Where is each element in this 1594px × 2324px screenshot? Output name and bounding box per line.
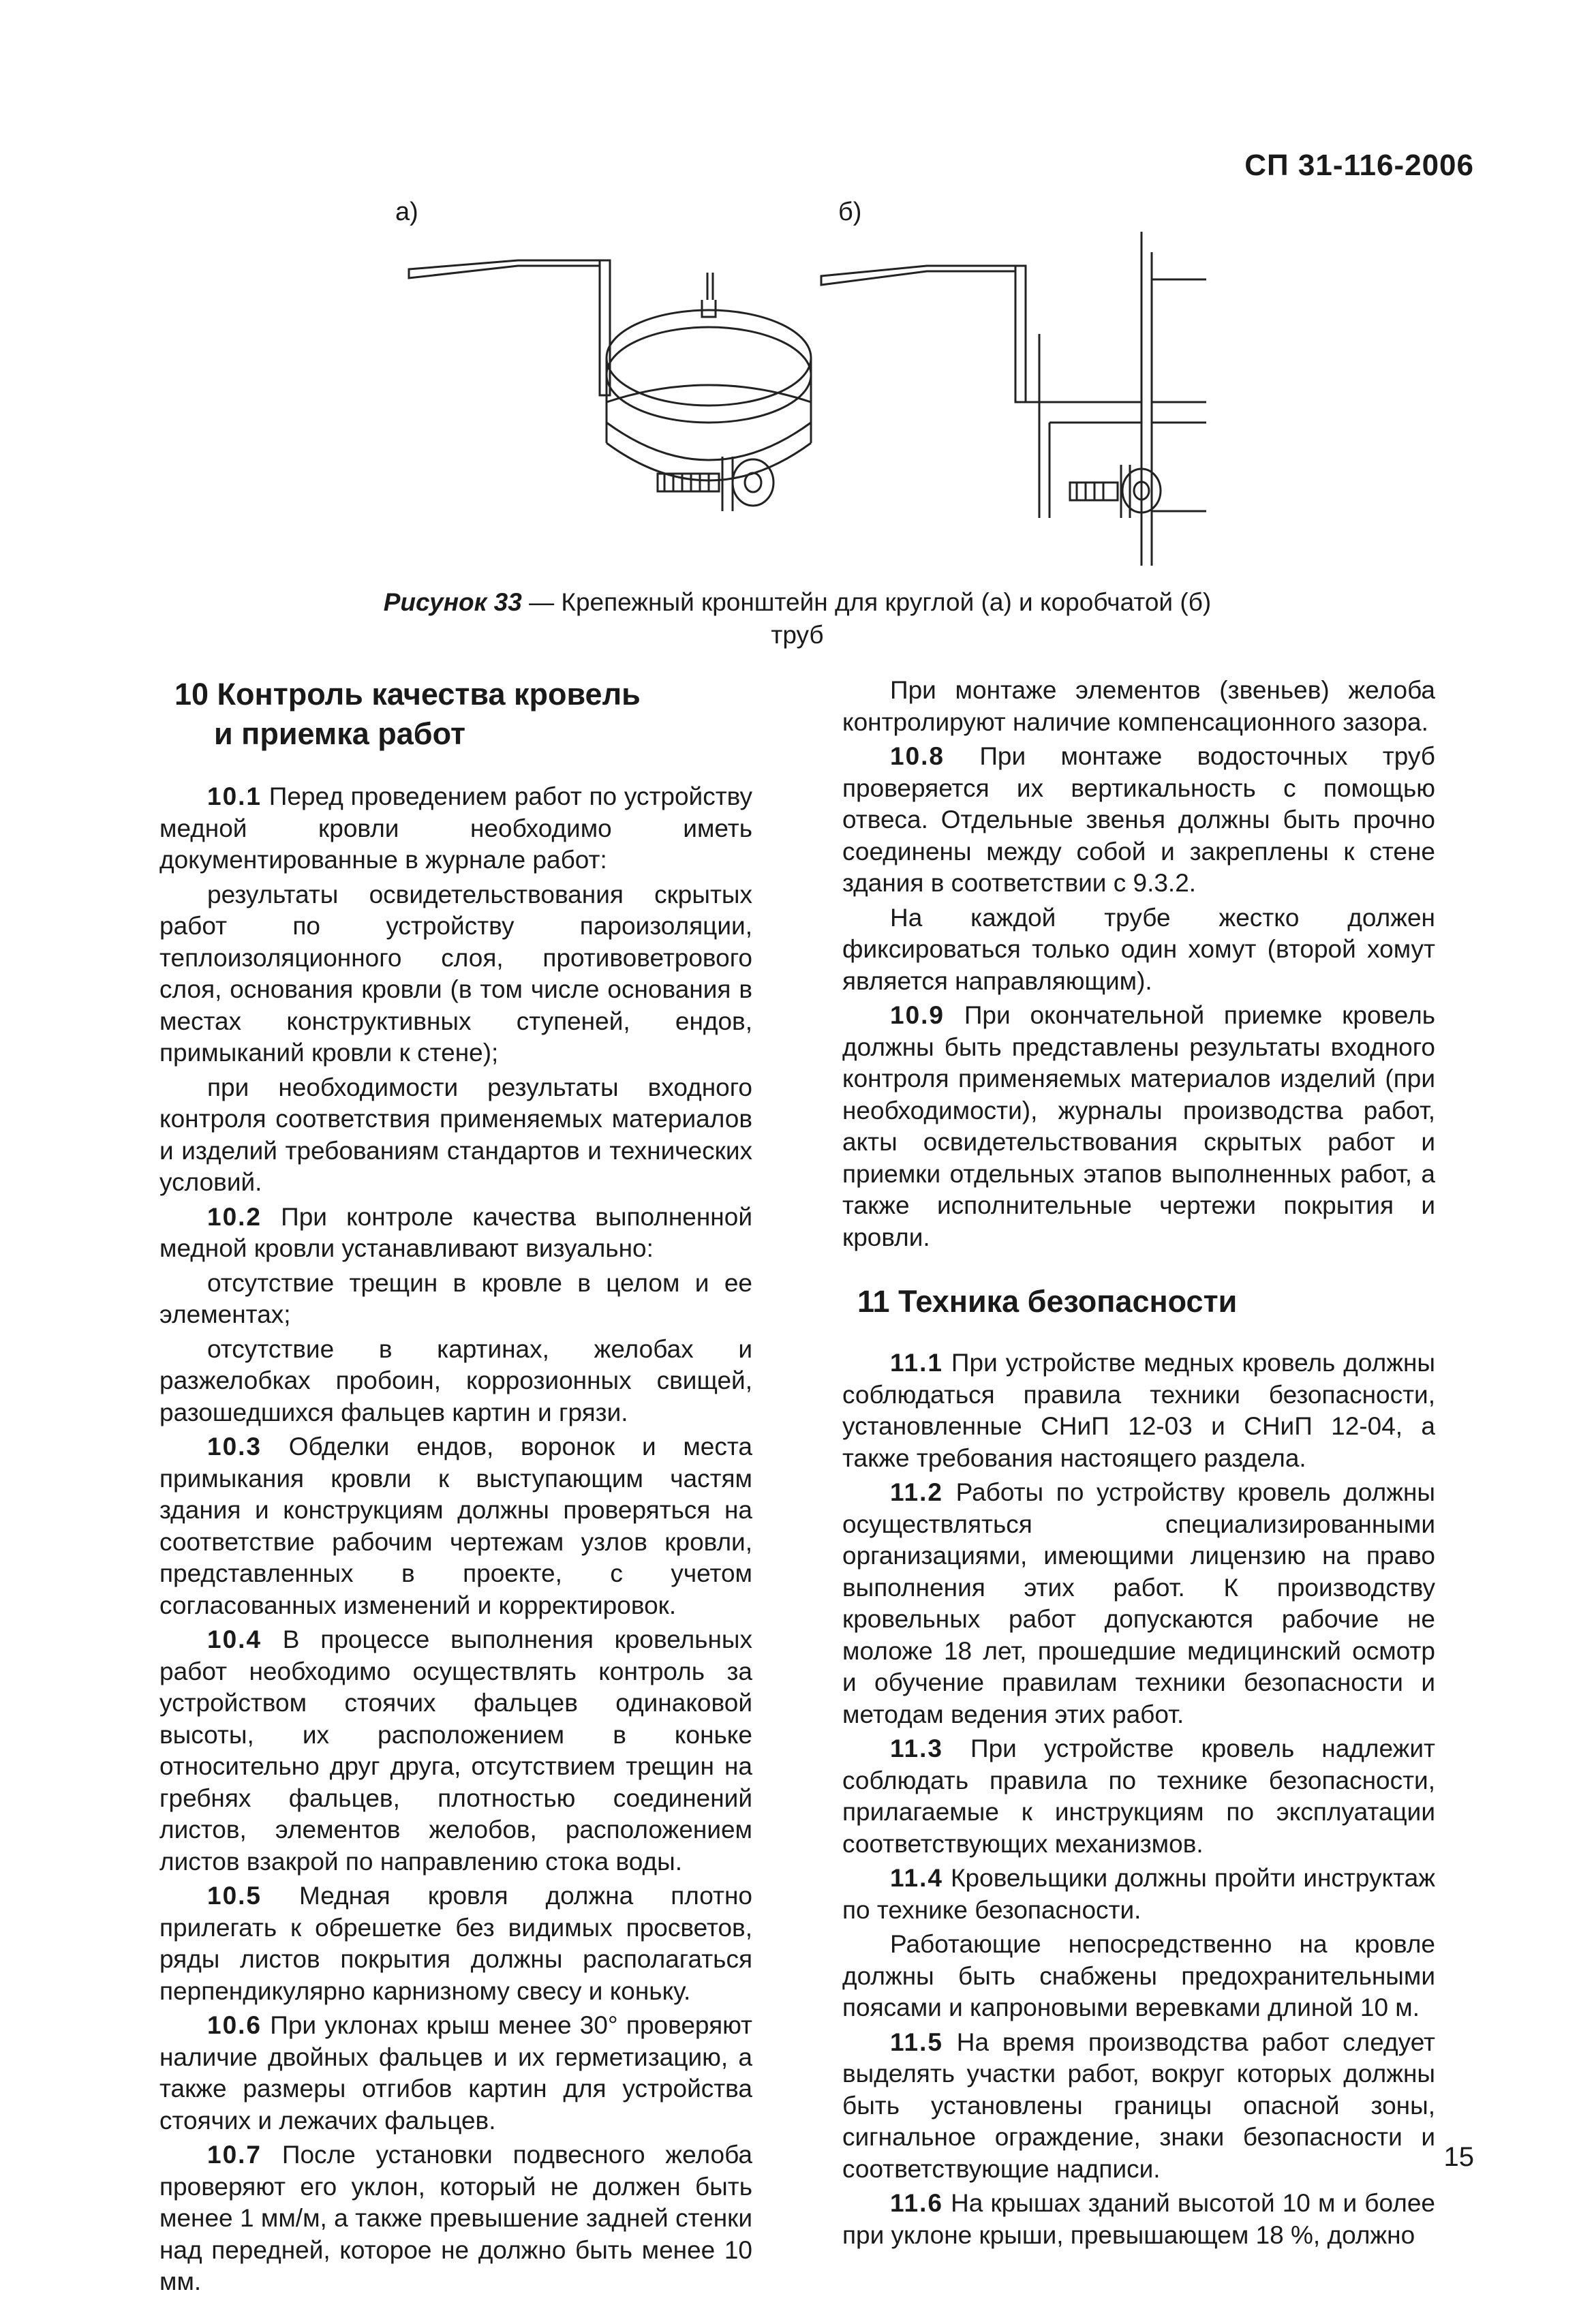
clause-text: На крышах зданий высотой 10 м и более при уклоне крыши, превышающем 18 %, должно bbox=[842, 2189, 1435, 2249]
figure-caption-text: — Крепежный кронштейн для круглой (а) и коробчатой (б) труб bbox=[521, 588, 1212, 649]
right-column bbox=[842, 675, 1435, 2254]
clause-10-7-continuation: При монтаже элементов (звеньев) желоба контролируют наличие компенсационного зазора. bbox=[842, 676, 1435, 736]
clause-number: 11.4 bbox=[890, 1864, 943, 1892]
clause-text: При устройстве кровель надлежит соблюдать правила по технике безопасности, прилагаемые к инструкциям по эксплуатации соответствующих механизмов. bbox=[842, 1734, 1435, 1858]
clause-10-8 bbox=[842, 741, 1435, 900]
box-pipe-bracket-drawing bbox=[821, 232, 1206, 566]
clause-10-6 bbox=[159, 2010, 752, 2137]
clause-number: 10.5 bbox=[207, 1882, 262, 1910]
figure-label-a: а) bbox=[395, 198, 418, 226]
figure-label-b: б) bbox=[838, 198, 862, 226]
clause-text: Обделки ендов, воронок и места примыкания кровли к выступающим частям здания и конструкциям должны проверяться на соответствие рабочим чертежам узлов кровли, представленных в проекте, с учетом согласованных изменений и корректировок. bbox=[159, 1433, 752, 1619]
clause-10-2-item-a: отсутствие трещин в кровле в целом и ее элементах; bbox=[159, 1268, 752, 1328]
clause-number: 11.5 bbox=[890, 2028, 943, 2056]
clause-number: 10.7 bbox=[207, 2141, 262, 2169]
clause-number: 10.8 bbox=[890, 742, 945, 770]
clause-10-1-item-b: при необходимости результаты входного контроля соответствия применяемых материалов и изделий требованиям стандартов и технических условий. bbox=[159, 1073, 752, 1196]
clause-number: 10.2 bbox=[207, 1202, 262, 1231]
figure-caption bbox=[382, 586, 1213, 652]
figure-caption-lead: Рисунок 33 bbox=[383, 588, 522, 616]
clause-10-9 bbox=[842, 1000, 1435, 1253]
clause-number: 11.1 bbox=[890, 1349, 943, 1377]
clause-text: При уклонах крыш менее 30° проверяют наличие двойных фальцев и их герметизацию, а также размеры отгибов картин для устройства стоячих и лежачих фальцев. bbox=[159, 2011, 752, 2135]
clause-10-4 bbox=[159, 1624, 752, 1878]
clause-number: 10.1 bbox=[207, 782, 262, 810]
clause-number: 10.9 bbox=[890, 1001, 945, 1029]
clause-11-6 bbox=[842, 2188, 1435, 2251]
round-pipe-bracket-drawing bbox=[409, 260, 811, 511]
clause-text: Кровельщики должны пройти инструктаж по технике безопасности. bbox=[842, 1864, 1435, 1924]
clause-11-4-note: Работающие непосредственно на кровле должны быть снабжены предохранительными поясами и капроновыми веревками длиной 10 м. bbox=[842, 1930, 1435, 2021]
clause-text: При окончательной приемке кровель должны быть представлены результаты входного контроля применяемых материалов изделий (при необходимости), журналы производства работ, акты освидетельствования скрытых работ и приемки отдельных этапов выполненных работ, а также исполнительные чертежи покрытия и кровли. bbox=[842, 1001, 1435, 1251]
clause-11-5 bbox=[842, 2027, 1435, 2186]
left-column bbox=[159, 675, 752, 2301]
clause-10-8-note: На каждой трубе жестко должен фиксироваться только один хомут (второй хомут является направляющим). bbox=[842, 903, 1435, 995]
clause-number: 11.6 bbox=[890, 2189, 943, 2217]
clause-11-4 bbox=[842, 1863, 1435, 1926]
clause-10-1 bbox=[159, 781, 752, 876]
clause-text: Перед проведением работ по устройству медной кровли необходимо иметь документированные в журнале работ: bbox=[159, 782, 752, 874]
clause-11-1 bbox=[842, 1347, 1435, 1474]
document-code: СП 31-116-2006 bbox=[1244, 149, 1474, 182]
section-10-heading-line1: 10 Контроль качества кровель bbox=[174, 677, 641, 712]
clause-11-3 bbox=[842, 1733, 1435, 1860]
clause-text: Работы по устройству кровель должны осуществляться специализированными организациями, имеющими лицензию на право выполнения этих работ. К производству кровельных работ допускаются рабочие не моложе 18 лет, прошедшие медицинский осмотр и обучение правилам техники безопасности и методам ведения этих работ. bbox=[842, 1478, 1435, 1728]
section-10-heading-line2: и приемка работ bbox=[214, 716, 465, 751]
section-10-heading bbox=[159, 675, 752, 754]
clause-10-3 bbox=[159, 1431, 752, 1621]
clause-11-2 bbox=[842, 1477, 1435, 1730]
clause-number: 10.6 bbox=[207, 2011, 262, 2039]
clause-text: При контроле качества выполненной медной кровли устанавливают визуально: bbox=[159, 1202, 752, 1262]
clause-10-2 bbox=[159, 1202, 752, 1265]
clause-text: На время производства работ следует выделять участки работ, вокруг которых должны быть установлены границы опасной зоны, сигнальное ограждение, знаки безопасности и соответствующие надписи. bbox=[842, 2028, 1435, 2183]
clause-number: 11.2 bbox=[890, 1478, 943, 1506]
clause-10-2-item-b: отсутствие в картинах, желобах и разжелобках пробоин, коррозионных свищей, разошедшихся фальцев картин и грязи. bbox=[159, 1334, 752, 1426]
clause-10-7 bbox=[159, 2139, 752, 2298]
clause-text: При устройстве медных кровель должны соблюдаться правила техники безопасности, установленные СНиП 12-03 и СНиП 12-04, а также требования настоящего раздела. bbox=[842, 1349, 1435, 1472]
bracket-drawings bbox=[382, 198, 1213, 579]
clause-text: После установки подвесного желоба проверяют его уклон, который не должен быть менее 1 мм/м, а также превышение задней стенки над передней, которое не должно быть менее 10 мм. bbox=[159, 2141, 752, 2295]
clause-10-1-item-a: результаты освидетельствования скрытых работ по устройству пароизоляции, теплоизоляционного слоя, противоветрового слоя, основания кровли (в том числе основания в местах конструктивных ступеней, ендов, примыканий кровли к стене); bbox=[159, 880, 752, 1067]
page-number: 15 bbox=[1443, 2142, 1474, 2172]
clause-text: Медная кровля должна плотно прилегать к обрешетке без видимых просветов, ряды листов покрытия должны располагаться перпендикулярно карнизному свесу и коньку. bbox=[159, 1882, 752, 2005]
clause-text: В процессе выполнения кровельных работ необходимо осуществлять контроль за устройством стоячих фальцев одинаковой высоты, их расположением в коньке относительно друг друга, отсутствием трещин на гребнях фальцев, плотностью соединений листов, элементов желобов, расположением листов взакрой по направлению стока воды. bbox=[159, 1625, 752, 1876]
clause-number: 10.3 bbox=[207, 1433, 262, 1461]
clause-text: При монтаже водосточных труб проверяется их вертикальность с помощью отвеса. Отдельные звенья должны быть прочно соединены между собой и закреплены к стене здания в соответствии с 9.3.2. bbox=[842, 742, 1435, 897]
clause-10-5 bbox=[159, 1880, 752, 2007]
clause-number: 11.3 bbox=[890, 1734, 943, 1762]
clause-number: 10.4 bbox=[207, 1625, 262, 1653]
section-11-heading: 11 Техника безопасности bbox=[857, 1284, 1238, 1319]
figure-33 bbox=[382, 198, 1213, 579]
